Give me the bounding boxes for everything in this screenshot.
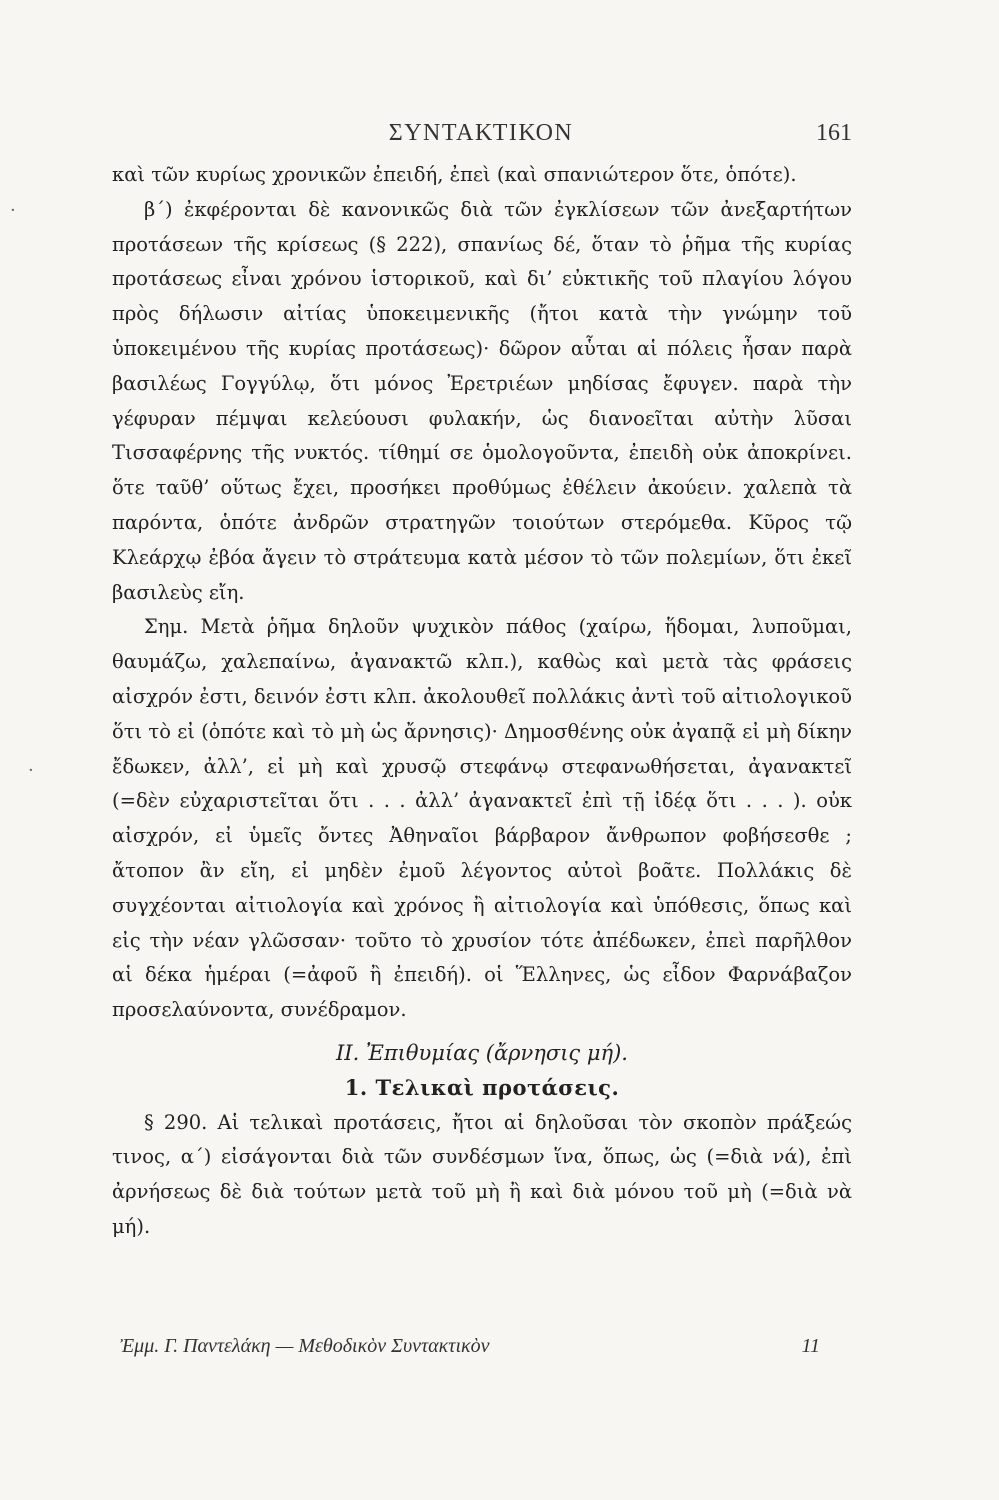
margin-mark: · (28, 760, 34, 781)
footer-text: Ἐμμ. Γ. Παντελάκη — Μεθοδικὸν Συντακτικὸν (120, 1335, 490, 1357)
margin-mark: · (10, 200, 16, 221)
paragraph-290: § 290. Αἱ τελικαὶ προτάσεις, ἤτοι αἱ δηλοῦσαι τὸν σκοπὸν πράξεώς τινος, α΄) εἰσάγονται διὰ τῶν συνδέσμων ἵνα, ὅπως, ὡς (=διὰ νά), ἐπὶ ἀρνήσεως δὲ διὰ τούτων μετὰ τοῦ μὴ ἢ καὶ διὰ μόνου τοῦ μὴ (=διὰ νὰ μή). (112, 1110, 852, 1238)
paragraph-b: β΄) ἐκφέρονται δὲ κανονικῶς διὰ τῶν ἐγκλίσεων τῶν ἀνεξαρτήτων προτάσεων τῆς κρίσεως (§ 222), σπανίως δέ, ὅταν τὸ ῥῆμα τῆς κυρίας προτάσεως εἶναι χρόνου ἱστορικοῦ, καὶ δι’ εὐκτικῆς τοῦ πλαγίου λόγου πρὸς δήλωσιν αἰτίας ὑποκειμενικῆς (ἤτοι κατὰ τὴν γνώμην τοῦ ὑποκειμένου τῆς κυρίας προτάσεως)· δῶρον αὗται αἱ πόλεις ἦσαν παρὰ βασιλέως Γογγύλῳ, ὅτι μόνος Ἐρετριέων μηδίσας ἔφυγεν. παρὰ τὴν γέφυραν πέμψαι κελεύουσι φυλακήν, ὡς διανοεῖται αὐτὴν λῦσαι Τισσαφέρνης τῆς νυκτός. τίθημί σε ὁμολογοῦντα, ἐπειδὴ οὐκ ἀποκρίνει. ὅτε ταῦθ’ οὕτως ἔχει, προσήκει προθύμως ἐθέλειν ἀκούειν. χαλεπὰ τὰ παρόντα, ὁπότε ἀνδρῶν στρατηγῶν τοιούτων στερόμεθα. Κῦρος τῷ Κλεάρχῳ ἐβόα ἄγειν τὸ στράτευμα κατὰ μέσον τὸ τῶν πολεμίων, ὅτι ἐκεῖ βασιλεὺς εἴη. (112, 197, 852, 604)
subsection-heading: 1. Τελικαὶ προτάσεις. (344, 1074, 620, 1100)
signature-mark: 11 (801, 1335, 820, 1357)
page-number: 161 (816, 120, 852, 146)
section-heading: II. Ἐπιθυμίας (ἄρνησις μή). (336, 1040, 628, 1065)
page-header (110, 112, 852, 152)
body-text (112, 158, 852, 1245)
running-head: ΣΥΝΤΑΚΤΙΚΟΝ (388, 120, 574, 146)
paragraph-note: Σημ. Μετὰ ῥῆμα δηλοῦν ψυχικὸν πάθος (χαίρω, ἥδομαι, λυποῦμαι, θαυμάζω, χαλεπαίνω, ἀγανακτῶ κλπ.), καθὼς καὶ μετὰ τὰς φράσεις αἰσχρόν ἐστι, δεινόν ἐστι κλπ. ἀκολουθεῖ πολλάκις ἀντὶ τοῦ αἰτιολογικοῦ ὅτι τὸ εἰ (ὁπότε καὶ τὸ μὴ ὡς ἄρνησις)· Δημοσθένης οὐκ ἀγαπᾷ εἰ μὴ δίκην ἔδωκεν, ἀλλ’, εἰ μὴ καὶ χρυσῷ στεφάνῳ στεφανωθήσεται, ἀγανακτεῖ (=δὲν εὐχαριστεῖται ὅτι . . . ἀλλ’ ἀγανακτεῖ ἐπὶ τῇ ἰδέᾳ ὅτι . . . ). οὐκ αἰσχρόν, εἰ ὑμεῖς ὄντες Ἀθηναῖοι βάρβαρον ἄνθρωπον φοβήσεσθε ; ἄτοπον ἂν εἴη, εἰ μηδὲν ἐμοῦ λέγοντος αὐτοὶ βοᾶτε. Πολλάκις δὲ συγχέονται αἰτιολογία καὶ χρόνος ἢ αἰτιολογία καὶ ὑπόθεσις, ὅπως καὶ εἰς τὴν νέαν γλῶσσαν· τοῦτο τὸ χρυσίον τότε ἀπέδωκεν, ἐπεὶ παρῆλθον αἱ δέκα ἡμέραι (=ἀφοῦ ἢ ἐπειδή). οἱ Ἕλληνες, ὡς εἶδον Φαρνάβαζον προσελαύνοντα, συνέδραμον. (112, 615, 852, 1022)
paragraph-continuation: καὶ τῶν κυρίως χρονικῶν ἐπειδή, ἐπεὶ (καὶ σπανιώτερον ὅτε, ὁπότε). (112, 163, 797, 186)
page-footer (120, 1335, 820, 1365)
